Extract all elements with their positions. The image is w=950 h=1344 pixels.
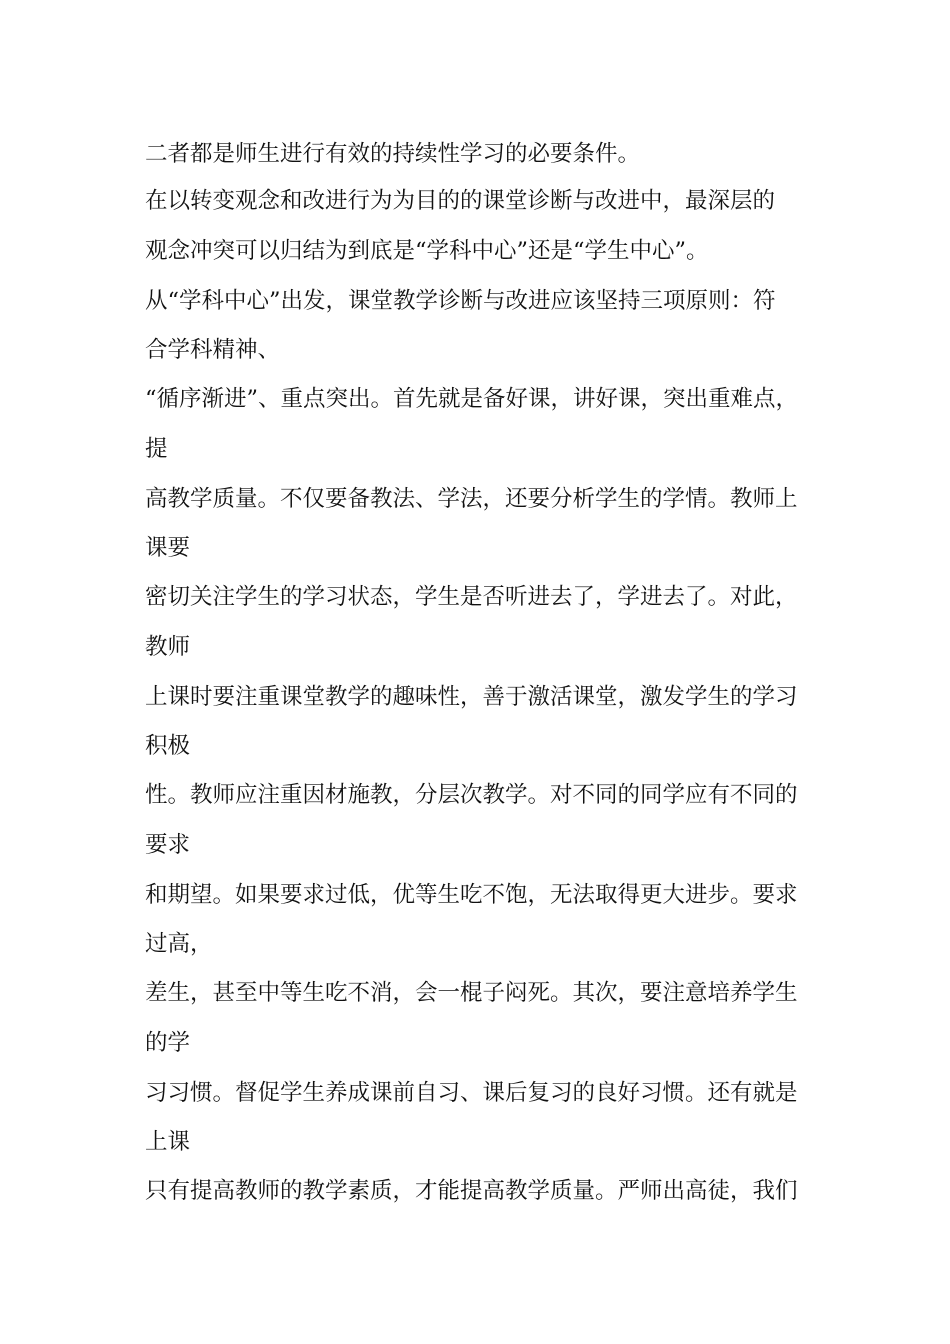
text-line-5: 合学科精神、 [145, 337, 281, 363]
text-line-22: 只有提高教师的教学素质，才能提高教学质量。严师出高徒，我们 [145, 1178, 798, 1204]
text-line-6: “循序渐进”、重点突出。首先就是备好课，讲好课，突出重难点， [145, 386, 799, 412]
text-line-13: 积极 [145, 733, 191, 759]
text-line-17: 过高， [145, 931, 213, 957]
text-line-20: 习习惯。督促学生养成课前自习、课后复习的良好习惯。还有就是 [145, 1080, 798, 1106]
text-line-18: 差生，甚至中等生吃不消，会一棍子闷死。其次，要注意培养学生 [145, 980, 798, 1006]
text-line-12: 上课时要注重课堂教学的趣味性，善于激活课堂，激发学生的学习 [145, 684, 798, 710]
text-line-14: 性。教师应注重因材施教，分层次教学。对不同的同学应有不同的 [145, 782, 798, 808]
text-line-19: 的学 [145, 1030, 191, 1056]
text-line-15: 要求 [145, 832, 191, 858]
text-line-11: 教师 [145, 634, 191, 660]
text-line-16: 和期望。如果要求过低，优等生吃不饱，无法取得更大进步。要求 [145, 882, 798, 908]
text-line-4: 从“学科中心”出发，课堂教学诊断与改进应该坚持三项原则：符 [145, 288, 776, 314]
text-line-1: 二者都是师生进行有效的持续性学习的必要条件。 [145, 141, 641, 167]
text-line-9: 课要 [145, 535, 191, 561]
text-line-21: 上课 [145, 1129, 191, 1155]
text-line-2: 在以转变观念和改进行为为目的的课堂诊断与改进中，最深层的 [145, 188, 776, 214]
text-line-8: 高教学质量。不仅要备教法、学法，还要分析学生的学情。教师上 [145, 486, 798, 512]
text-line-3: 观念冲突可以归结为到底是“学科中心”还是“学生中心”。 [145, 238, 709, 264]
text-line-10: 密切关注学生的学习状态，学生是否听进去了，学进去了。对此， [145, 584, 798, 610]
text-line-7: 提 [145, 436, 168, 462]
